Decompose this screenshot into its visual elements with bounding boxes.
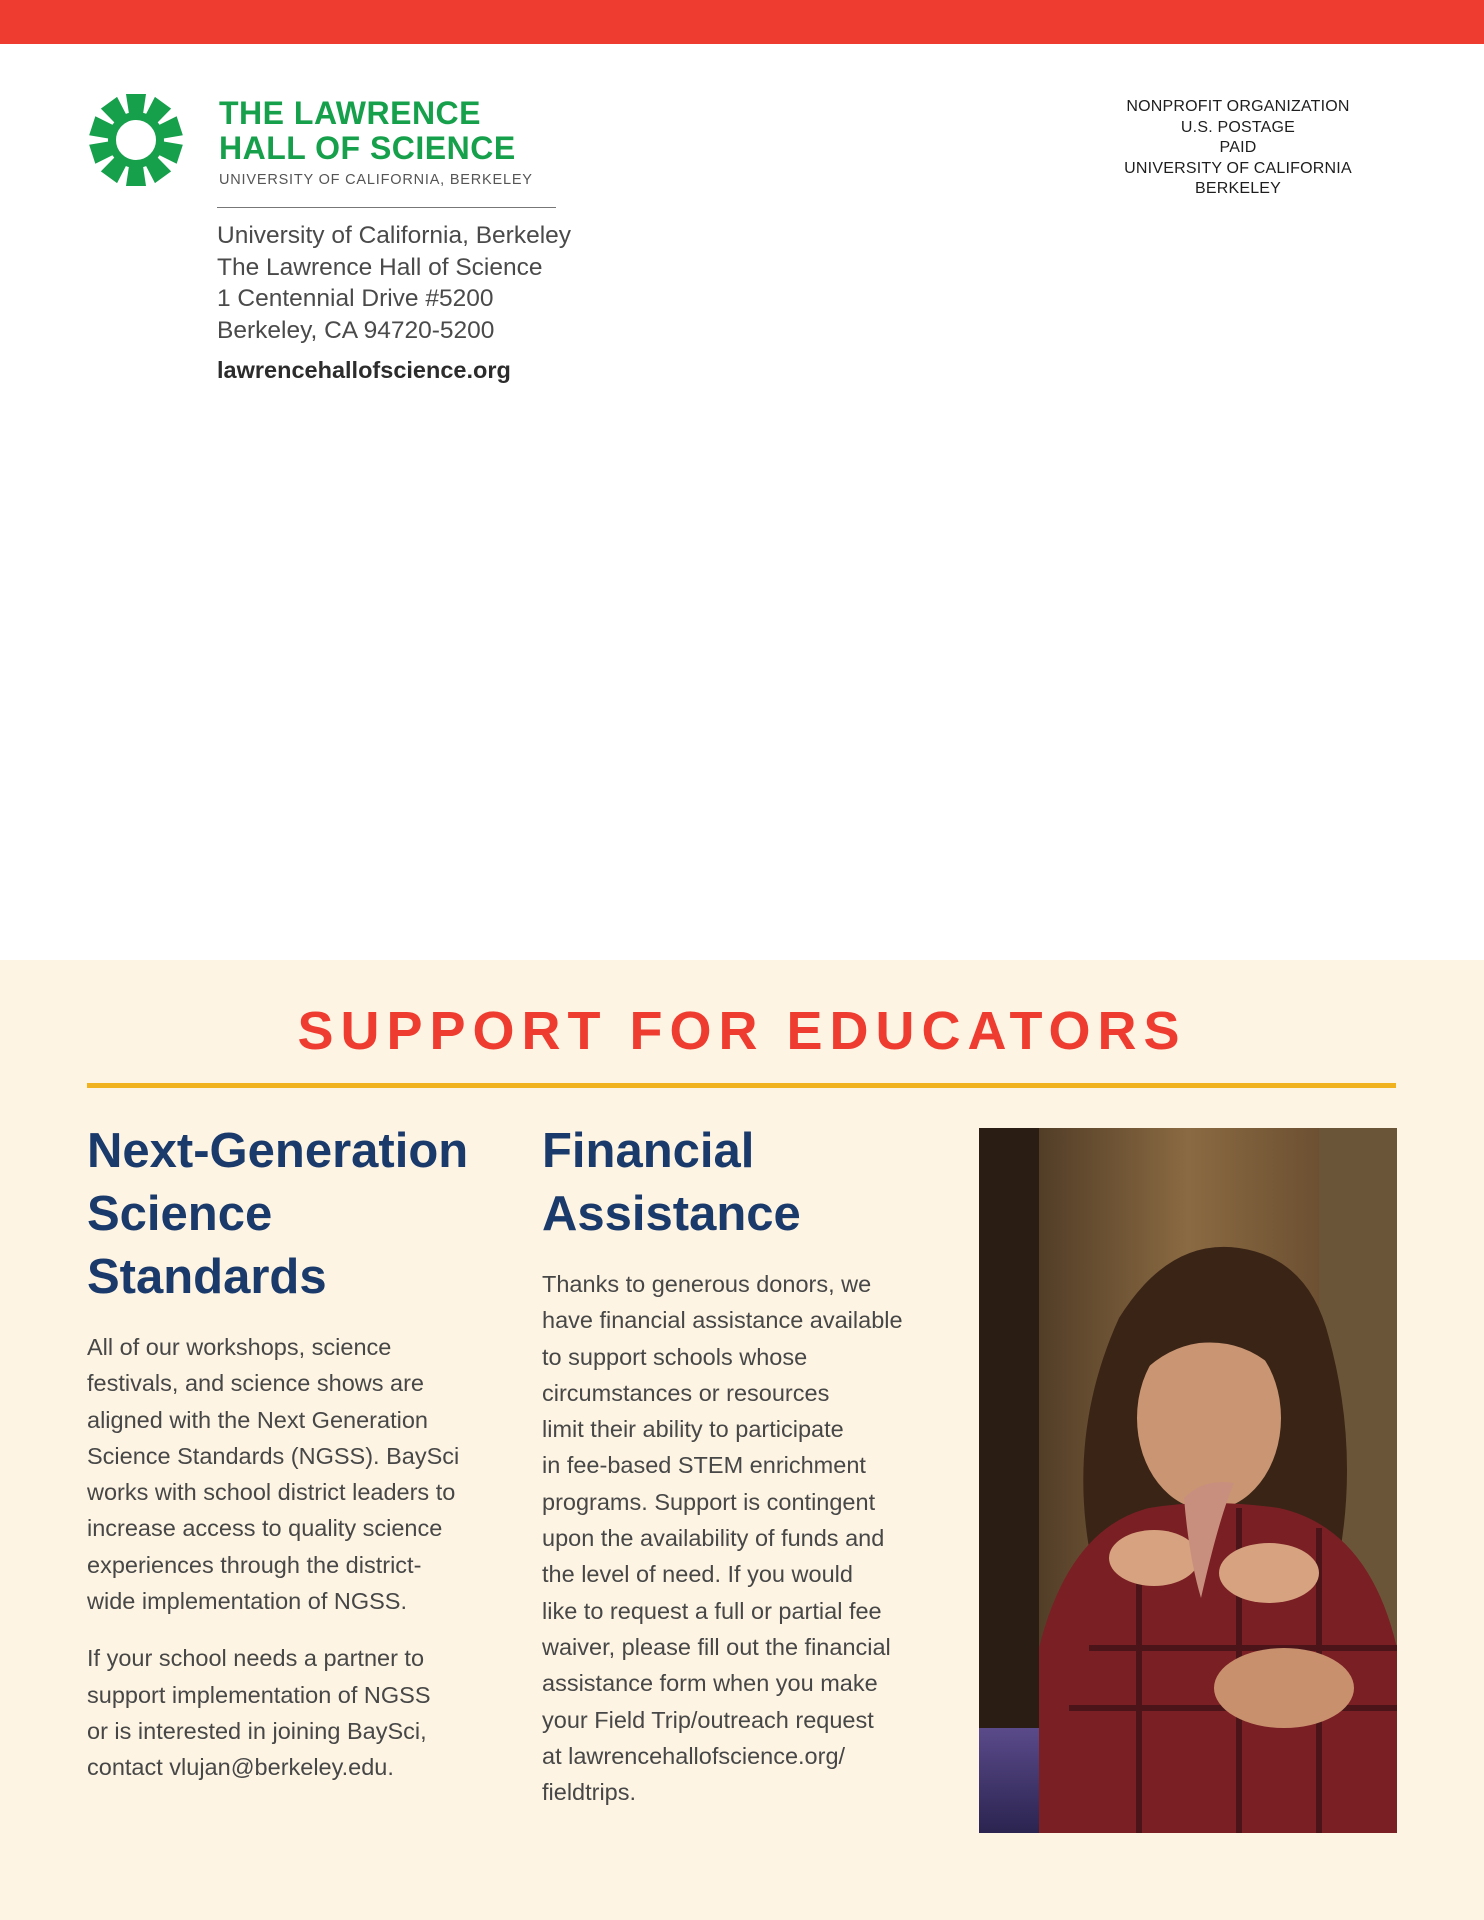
financial-heading-line: Financial	[542, 1124, 755, 1178]
text-line: festivals, and science shows are	[87, 1370, 424, 1397]
student-dissection-photo	[979, 1128, 1397, 1833]
sunburst-logo-icon	[80, 92, 192, 188]
text-line: limit their ability to participate	[542, 1416, 844, 1443]
text-line: Science Standards (NGSS). BaySci	[87, 1442, 460, 1469]
logo-divider	[217, 207, 556, 208]
ngss-column	[87, 1120, 517, 1786]
text-line: circumstances or resources	[542, 1379, 830, 1406]
logo-wordmark	[219, 96, 533, 188]
postage-line: NONPROFIT ORGANIZATION	[1126, 98, 1350, 115]
postage-line: UNIVERSITY OF CALIFORNIA	[1124, 159, 1352, 177]
website-link[interactable]: lawrencehallofscience.org	[217, 357, 511, 383]
text-line: contact vlujan@berkeley.edu.	[87, 1754, 394, 1781]
logo-line-2: HALL OF SCIENCE	[219, 130, 516, 166]
text-line: assistance form when you make	[542, 1670, 878, 1697]
text-line: wide implementation of NGSS.	[87, 1588, 408, 1615]
ngss-heading-line: Next-Generation	[87, 1124, 469, 1178]
text-line: in fee-based STEM enrichment	[542, 1452, 866, 1479]
ngss-heading	[87, 1120, 517, 1309]
ngss-heading-line: Standards	[87, 1250, 327, 1304]
postage-line: PAID	[1219, 139, 1257, 156]
logo-subtitle: UNIVERSITY OF CALIFORNIA, BERKELEY	[219, 172, 533, 188]
ngss-paragraph-1	[87, 1329, 517, 1619]
text-line: have financial assistance available	[542, 1307, 903, 1334]
text-line: upon the availability of funds and	[542, 1525, 885, 1552]
financial-heading	[542, 1120, 952, 1246]
ngss-paragraph-2	[87, 1640, 517, 1785]
address-line: Berkeley, CA 94720-5200	[217, 316, 495, 344]
text-line: waiver, please fill out the financial	[542, 1633, 891, 1660]
text-line: If your school needs a partner to	[87, 1645, 425, 1672]
text-line: aligned with the Next Generation	[87, 1406, 428, 1433]
financial-heading-line: Assistance	[542, 1187, 801, 1241]
financial-column	[542, 1120, 952, 1810]
financial-paragraph	[542, 1266, 952, 1810]
text-line: like to request a full or partial fee	[542, 1597, 882, 1624]
section-title: SUPPORT FOR EDUCATORS	[297, 1001, 1187, 1061]
address-line: The Lawrence Hall of Science	[217, 253, 543, 281]
postage-line: BERKELEY	[1194, 180, 1282, 197]
ngss-heading-line: Science	[87, 1187, 273, 1241]
postage-indicia	[1100, 97, 1376, 200]
address-line: University of California, Berkeley	[217, 222, 572, 249]
text-line: to support schools whose	[542, 1343, 808, 1370]
return-address	[217, 220, 571, 384]
text-line: support implementation of NGSS	[87, 1681, 431, 1708]
text-line: the level of need. If you would	[542, 1561, 853, 1588]
address-line: 1 Centennial Drive #5200	[217, 285, 494, 312]
section-divider	[87, 1083, 1396, 1088]
text-line: your Field Trip/outreach request	[542, 1706, 874, 1733]
postage-line: U.S. POSTAGE	[1180, 118, 1296, 136]
text-line: at lawrencehallofscience.org/	[542, 1742, 846, 1769]
top-color-band	[0, 0, 1484, 44]
text-line: programs. Support is contingent	[542, 1488, 876, 1515]
text-line: increase access to quality science	[87, 1515, 443, 1542]
text-line: or is interested in joining BaySci,	[87, 1717, 427, 1744]
text-line: Thanks to generous donors, we	[542, 1271, 872, 1297]
logo-line-1: THE LAWRENCE	[219, 95, 481, 131]
text-line: experiences through the district-	[87, 1551, 422, 1578]
text-line: fieldtrips.	[542, 1779, 637, 1806]
text-line: All of our workshops, science	[87, 1334, 392, 1360]
text-line: works with school district leaders to	[87, 1479, 456, 1506]
